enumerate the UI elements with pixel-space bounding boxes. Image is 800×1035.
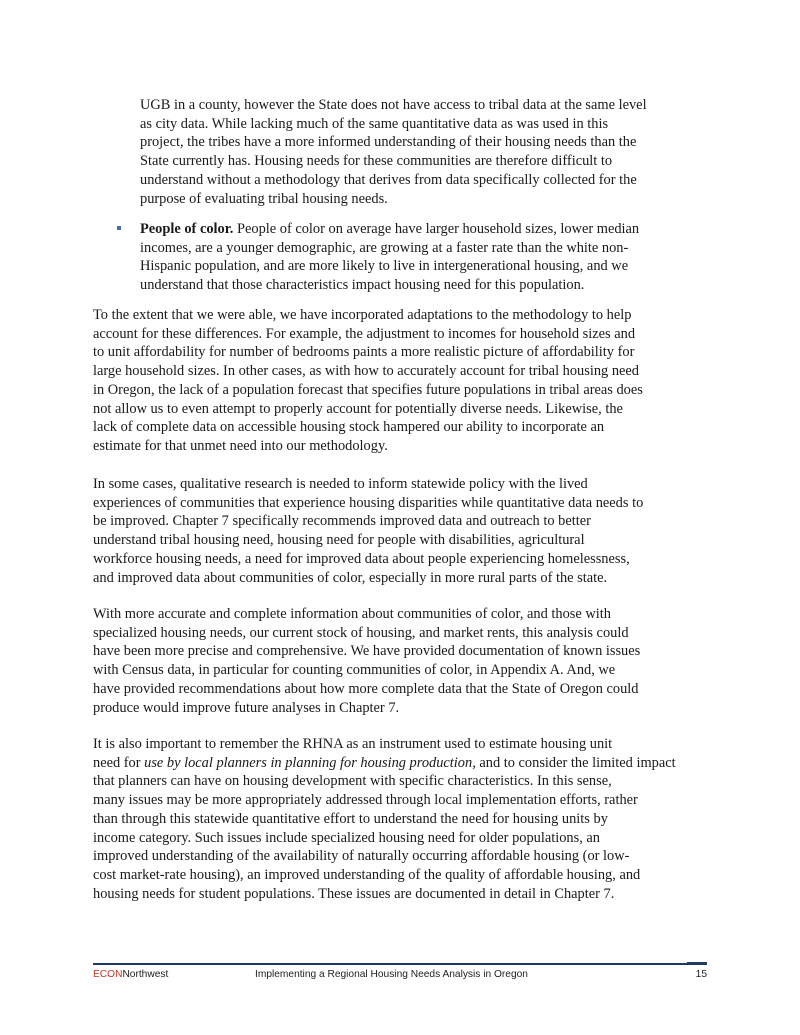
- text-run: People of color on average have larger household sizes, lower median: [233, 221, 640, 237]
- text-line: UGB in a county, however the State does not have access to tribal data at the same level: [140, 97, 647, 113]
- text-line: improved understanding of the availability of naturally occurring affordable housing (or low-: [93, 848, 630, 865]
- text-line: have provided recommendations about how more complete data that the State of Oregon could: [93, 680, 639, 697]
- text-line: and improved data about communities of color, especially in more rural parts of the state.: [93, 569, 608, 586]
- text-line: to unit affordability for number of bedrooms paints a more realistic picture of affordability for: [93, 344, 635, 361]
- text-run: need for: [93, 754, 145, 771]
- text-line: be improved. Chapter 7 specifically recommends improved data and outreach to better: [93, 513, 591, 530]
- brand-econ: ECON: [93, 969, 123, 980]
- text-line: workforce housing needs, a need for improved data about people experiencing homelessness,: [93, 550, 630, 567]
- text-line: incomes, are a younger demographic, are growing at a faster rate than the white non-: [140, 239, 629, 256]
- italic-emphasis: use by local planners in planning for housing production: [144, 754, 473, 771]
- brand-rest: orthwest: [129, 969, 169, 980]
- text-line: purpose of evaluating tribal housing needs.: [140, 190, 388, 207]
- text-line: Hispanic population, and are more likely to live in intergenerational housing, and we: [140, 258, 629, 275]
- text-line: many issues may be more appropriately addressed through local implementation efforts, rather: [93, 792, 638, 809]
- text-line: With more accurate and complete information about communities of color, and those with: [93, 606, 611, 622]
- text-line: with Census data, in particular for counting communities of color, in Appendix A. And, we: [93, 662, 616, 679]
- brand-n: N: [122, 969, 130, 980]
- text-line: cost market-rate housing), an improved understanding of the quality of affordable housing, and: [93, 866, 641, 883]
- paragraph-rhna-instrument: [93, 735, 717, 903]
- text-line: specialized housing needs, our current stock of housing, and market rents, this analysis could: [93, 624, 629, 641]
- text-line: than through this statewide quantitative effort to understand the need for housing units by: [93, 810, 608, 827]
- text-line: large household sizes. In other cases, as with how to accurately account for tribal housing need: [93, 363, 640, 380]
- footer-divider-accent: [687, 962, 707, 965]
- bullet-square-icon: [117, 226, 121, 230]
- paragraph-qualitative-research: [93, 475, 717, 587]
- text-line: have been more precise and comprehensive. We have provided documentation of known issues: [93, 643, 641, 660]
- text-line: It is also important to remember the RHNA as an instrument used to estimate housing unit: [93, 736, 613, 752]
- text-line: in Oregon, the lack of a population forecast that specifies future populations in tribal areas does: [93, 381, 643, 398]
- text-line: To the extent that we were able, we have incorporated adaptations to the methodology to help: [93, 307, 632, 323]
- text-run: , and to consider the limited impact: [472, 754, 676, 771]
- text-line: project, the tribes have a more informed understanding of their housing needs than the: [140, 134, 637, 151]
- text-line: understand without a methodology that derives from data specifically collected for the: [140, 171, 637, 188]
- text-line: estimate for that unmet need into our methodology.: [93, 437, 388, 454]
- footer-divider: [93, 963, 707, 965]
- text-line: as city data. While lacking much of the same quantitative data as was used in this: [140, 115, 609, 132]
- text-line: lack of complete data on accessible housing stock hampered our ability to incorporate an: [93, 419, 605, 436]
- text-line: [140, 220, 715, 239]
- paragraph-adaptations: [93, 306, 717, 456]
- text-line: not allow us to even attempt to properly account for potentially diverse needs. Likewise, the: [93, 400, 623, 417]
- footer-brand: [93, 968, 168, 981]
- bullet-text: [140, 220, 715, 295]
- bullet-lead: People of color.: [140, 221, 234, 237]
- text-line: produce would improve future analyses in Chapter 7.: [93, 699, 400, 716]
- text-line: understand that those characteristics impact housing need for this population.: [140, 277, 585, 294]
- text-line: housing needs for student populations. These issues are documented in detail in Chapter 7.: [93, 885, 615, 902]
- footer-document-title: Implementing a Regional Housing Needs Analysis in Oregon: [255, 969, 528, 980]
- text-line: [93, 754, 717, 773]
- paragraph-accurate-information: [93, 605, 717, 717]
- text-line: experiences of communities that experience housing disparities while quantitative data needs to: [93, 494, 644, 511]
- text-line: that planners can have on housing development with specific characteristics. In this sense,: [93, 773, 612, 790]
- text-line: income category. Such issues include specialized housing need for older populations, an: [93, 829, 600, 846]
- text-line: State currently has. Housing needs for these communities are therefore difficult to: [140, 153, 613, 170]
- text-line: account for these differences. For example, the adjustment to incomes for household sizes and: [93, 325, 636, 342]
- page-number: 15: [695, 969, 707, 980]
- text-line: In some cases, qualitative research is needed to inform statewide policy with the lived: [93, 476, 588, 492]
- text-line: understand tribal housing need, housing need for people with disabilities, agricultural: [93, 532, 585, 549]
- continued-bullet-text: [140, 96, 710, 208]
